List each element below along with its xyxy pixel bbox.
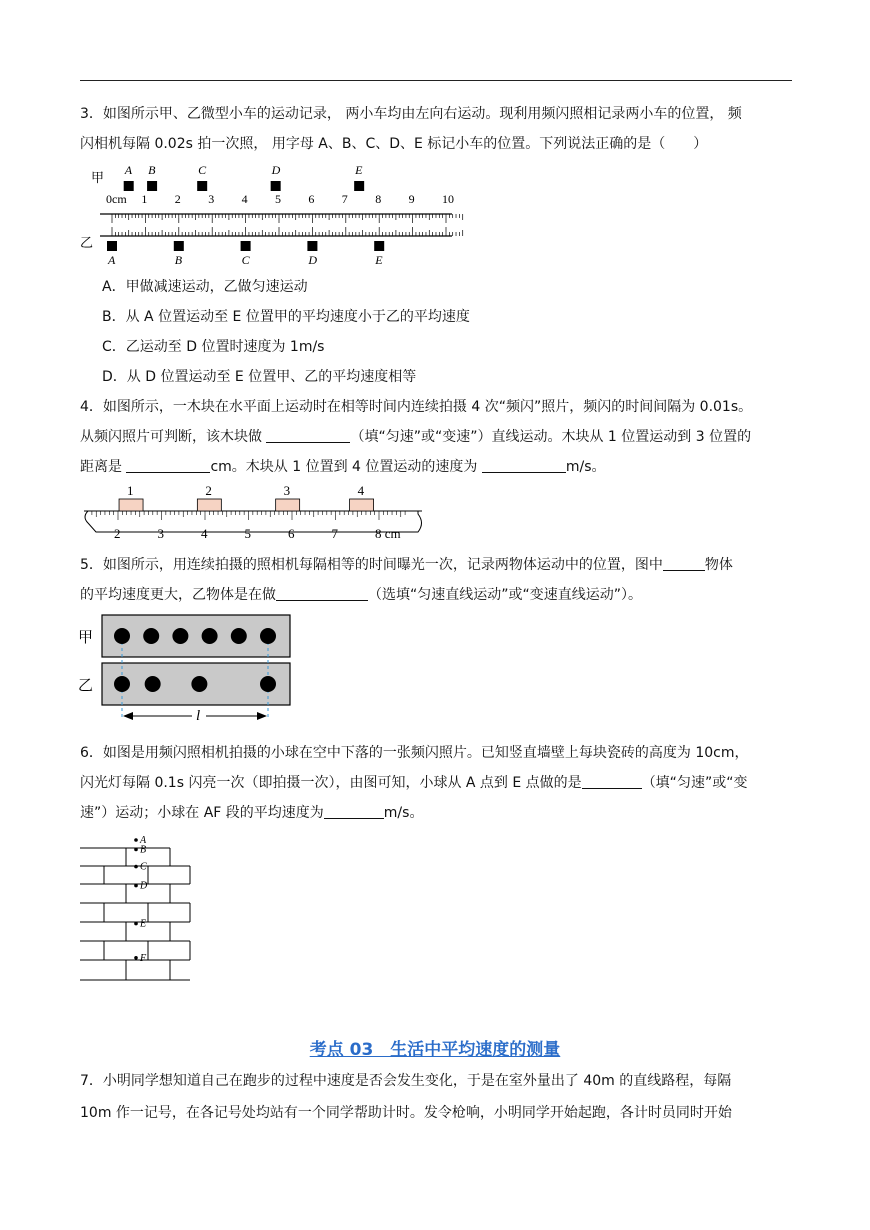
q6-ball-E — [134, 922, 138, 926]
q5-jia-dot — [260, 628, 276, 644]
q4-block-1 — [119, 499, 143, 511]
q7-line-2: 10m 作一记号，在各记号处均站有一个同学帮助计时。发令枪响，小明同学开始起跑，各计时员同时开始 — [80, 1105, 732, 1121]
q4-ruler-number: 2 — [114, 526, 121, 541]
q4-line-2-b: （填“匀速”或“变速”）直线运动。木块从 1 位置运动到 3 位置的 — [350, 429, 752, 445]
q3-ruler-number: 4 — [241, 192, 248, 206]
section-heading: 考点 03 生活中平均速度的测量 — [309, 1040, 561, 1060]
q3-yi-car-E — [374, 241, 384, 251]
q4-blank-2 — [126, 457, 210, 473]
q4-line-3-a: 距离是 — [80, 459, 127, 475]
q4-line-2 — [80, 426, 792, 448]
q6-line-3 — [80, 802, 792, 824]
q5-line-2 — [80, 584, 792, 606]
q3-jia-car-C — [197, 181, 207, 191]
q6-ball-label: D — [140, 880, 148, 892]
q5-line-2-b: （选填“匀速直线运动”或“变速直线运动”）。 — [368, 587, 643, 603]
q3-jia-letter: A — [124, 163, 133, 177]
q5-jia-dot — [202, 628, 218, 644]
q6-blank-1 — [582, 773, 642, 789]
q4-block-3 — [276, 499, 300, 511]
q5-figure — [78, 612, 298, 724]
q3-label-jia: 甲 — [91, 170, 105, 185]
q5-l-arrowhead-left — [123, 712, 133, 720]
q4-blank-3 — [482, 457, 566, 473]
q4-blocks — [119, 483, 374, 511]
q5-line-1-b: 物体 — [704, 557, 733, 573]
q5-yi-dot — [260, 676, 276, 692]
q5-yi-dot — [191, 676, 207, 692]
q5-jia-dot — [172, 628, 188, 644]
q3-jia-letter: E — [355, 163, 363, 177]
q3-ruler-number: 8 — [375, 192, 382, 206]
q3-ruler-number: 7 — [341, 192, 348, 206]
q3-line-1: 3．如图所示甲、乙微型小车的运动记录， 两小车均由左向右运动。现利用频闪照相记录两小车的位置， 频 — [80, 106, 742, 122]
q6-ball-A — [134, 838, 138, 842]
q4-ruler-number: 3 — [157, 526, 164, 541]
q5-jia-dot — [231, 628, 247, 644]
q5-label-jia: 甲 — [78, 630, 94, 646]
q6-line-3-a: 速”）运动；小球在 AF 段的平均速度为 — [80, 805, 324, 821]
q4-ruler-number: 5 — [244, 526, 251, 541]
q5-blank-1 — [663, 555, 705, 571]
q6-line-2-a: 闪光灯每隔 0.1s 闪亮一次（即拍摄一次），由图可知，小球从 A 点到 E 点做的是 — [80, 775, 582, 791]
q4-block-label: 2 — [205, 483, 212, 498]
q3-line-2: 闪相机每隔 0.02s 拍一次照， 用字母 A、B、C、D、E 标记小车的位置。下列说法正确的是（ ） — [80, 136, 708, 152]
q5-line-1 — [80, 554, 792, 576]
q3-option-c: C．乙运动至 D 位置时速度为 1m/s — [102, 339, 325, 355]
q3-jia-letter: B — [148, 163, 156, 177]
q3-ruler-number: 10 — [442, 192, 454, 206]
q6-line-3-b: m/s。 — [383, 805, 424, 821]
q3-yi-car-D — [307, 241, 317, 251]
q5-label-yi: 乙 — [78, 678, 94, 694]
q6-line-1: 6．如图是用频闪照相机拍摄的小球在空中下落的一张频闪照片。已知竖直墙壁上每块瓷砖的高度为 10cm， — [80, 745, 749, 761]
q4-ruler-number: 7 — [331, 526, 338, 541]
q4-line-3-b: cm。木块从 1 位置到 4 位置运动的速度为 — [210, 459, 482, 475]
q3-yi-car-B — [174, 241, 184, 251]
q4-line-3-c: m/s。 — [565, 459, 606, 475]
q3-label-yi: 乙 — [80, 235, 94, 250]
q3-option-b: B．从 A 位置运动至 E 位置甲的平均速度小于乙的平均速度 — [102, 309, 470, 325]
q3-ruler-number: 2 — [174, 192, 181, 206]
q4-ruler-ticks — [92, 511, 405, 520]
q3-jia-markers — [124, 163, 364, 191]
q3-ruler-number: 5 — [275, 192, 281, 206]
q3-option-d: D．从 D 位置运动至 E 位置甲、乙的平均速度相等 — [102, 369, 417, 385]
q4-block-label: 1 — [127, 483, 134, 498]
q6-ball-C — [134, 865, 138, 869]
q6-ball-B — [134, 848, 138, 852]
q7-line-1: 7．小明同学想知道自己在跑步的过程中速度是否会发生变化，于是在室外量出了 40m 的直线路程，每隔 — [80, 1073, 732, 1089]
q4-ruler-number: 8 cm — [375, 526, 401, 541]
q3-yi-letter: B — [174, 253, 183, 267]
q3-ruler-number: 3 — [208, 192, 215, 206]
q6-ball-F — [134, 956, 138, 960]
q6-ball-label: E — [140, 918, 147, 930]
q4-line-3 — [80, 456, 792, 478]
q4-block-4 — [350, 499, 374, 511]
q6-line-2-b: （填“匀速”或“变 — [641, 775, 748, 791]
q3-yi-letter: E — [375, 253, 383, 267]
q5-blank-2 — [276, 585, 368, 601]
q4-line-1: 4．如图所示，一木块在水平面上运动时在相等时间内连续拍摄 4 次“频闪”照片，频闪的时间间隔为 0.01s。 — [80, 399, 753, 415]
q3-jia-letter: C — [198, 163, 207, 177]
q4-blank-1 — [266, 427, 350, 443]
q4-ruler-number: 4 — [201, 526, 208, 541]
q3-yi-markers — [107, 241, 384, 267]
q3-jia-letter: D — [271, 163, 281, 177]
q5-jia-dot — [114, 628, 130, 644]
q3-yi-car-C — [241, 241, 251, 251]
q5-label-l: l — [196, 708, 201, 724]
q3-ruler-number: 6 — [308, 192, 315, 206]
q5-line-2-a: 的平均速度更大，乙物体是在做 — [80, 587, 276, 603]
q4-block-2 — [197, 499, 221, 511]
q4-ruler-number: 6 — [288, 526, 295, 541]
q3-jia-car-D — [271, 181, 281, 191]
q6-balls — [134, 835, 148, 964]
q6-ball-label: C — [140, 861, 147, 873]
q4-ruler-figure — [78, 480, 428, 542]
q6-ball-label: F — [140, 952, 147, 964]
q3-jia-car-A — [124, 181, 134, 191]
q4-block-label: 4 — [357, 483, 365, 498]
q5-jia-dot — [143, 628, 159, 644]
top-rule — [80, 80, 792, 81]
q3-yi-car-A — [107, 241, 117, 251]
q5-yi-dot — [114, 676, 130, 692]
q5-l-arrowhead-right — [257, 712, 267, 720]
q6-line-2 — [80, 772, 792, 794]
q6-blank-2 — [324, 803, 384, 819]
q6-ball-label: B — [140, 844, 147, 856]
q3-ruler-number: 0cm — [106, 192, 127, 206]
q3-ruler-number: 1 — [141, 192, 148, 206]
q3-jia-car-E — [354, 181, 364, 191]
q3-option-a: A．甲做减速运动，乙做匀速运动 — [102, 279, 308, 295]
q3-ruler-number: 9 — [408, 192, 415, 206]
q3-ruler-figure — [78, 160, 468, 272]
q5-yi-dot — [145, 676, 161, 692]
q5-line-1-a: 5．如图所示，用连续拍摄的照相机每隔相等的时间曝光一次，记录两物体运动中的位置，图中 — [80, 557, 663, 573]
q4-block-label: 3 — [283, 483, 291, 498]
q3-yi-letter: D — [308, 253, 318, 267]
q3-ruler-ticks — [112, 214, 463, 236]
q3-jia-car-B — [147, 181, 157, 191]
q4-ruler-numbers — [114, 526, 401, 541]
q3-yi-letter: C — [241, 253, 250, 267]
q3-yi-letter: A — [108, 253, 116, 267]
q6-ball-label: A — [140, 835, 147, 846]
q3-ruler-numbers — [106, 192, 454, 206]
q6-ball-D — [134, 884, 138, 888]
q4-line-2-a: 从频闪照片可判断，该木块做 — [80, 429, 267, 445]
q6-brick-wall-figure — [78, 830, 198, 990]
